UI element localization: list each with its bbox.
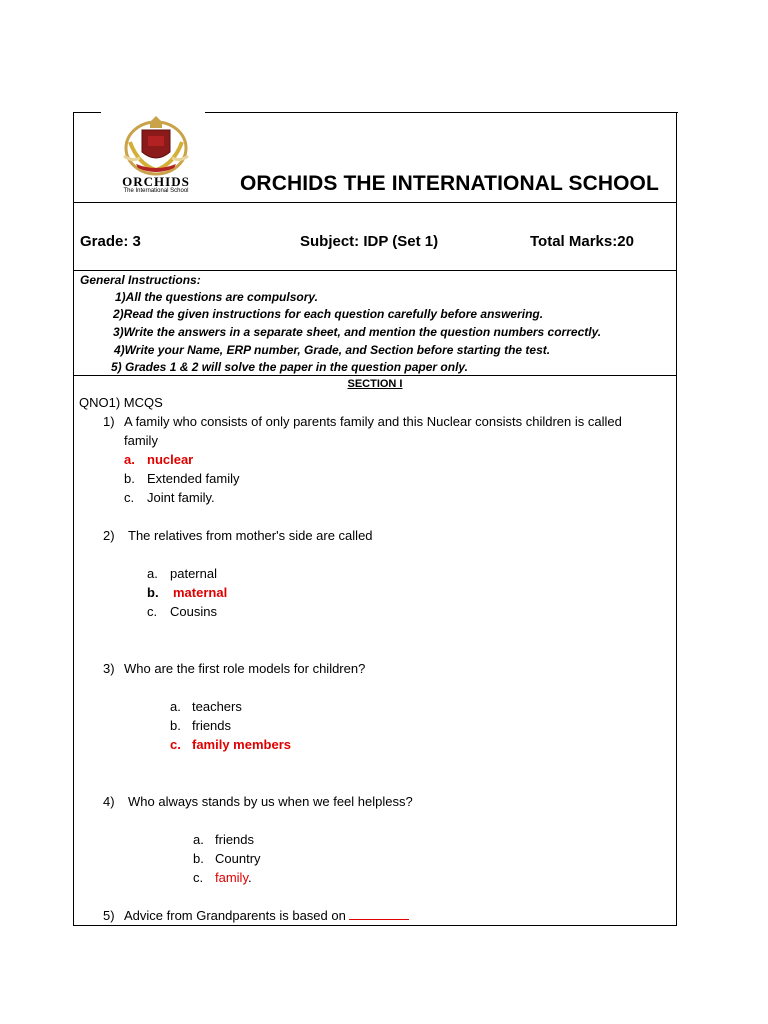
school-logo	[108, 112, 204, 196]
divider-header	[73, 202, 677, 203]
question-text: Advice from Grandparents is based on	[124, 908, 346, 923]
option-letter: b.	[170, 718, 181, 733]
instructions-title: General Instructions:	[80, 273, 201, 287]
instruction-item: 2)Read the given instructions for each question carefully before answering.	[113, 307, 544, 321]
option-letter: c.	[124, 490, 135, 505]
instruction-item: 5) Grades 1 & 2 will solve the paper in the question paper only.	[111, 360, 468, 374]
option-text: friends	[192, 718, 232, 733]
school-name: ORCHIDS THE INTERNATIONAL SCHOOL	[240, 172, 659, 195]
option-letter: a.	[124, 452, 135, 467]
section-heading: SECTION I	[347, 378, 403, 390]
option-letter: a.	[147, 566, 158, 581]
option-answer: family members	[192, 737, 291, 752]
option-answer-text: family	[215, 870, 248, 885]
option-answer: maternal	[173, 585, 228, 600]
question-text: Who are the first role models for children?	[124, 661, 366, 676]
grade-label: Grade: 3	[80, 233, 141, 250]
question-text-cont: family	[124, 433, 158, 448]
logo-text: ORCHIDS	[122, 174, 190, 189]
option-letter: c.	[147, 604, 158, 619]
question-number: 4)	[103, 794, 115, 809]
option-letter: b.	[147, 585, 159, 600]
option-answer: nuclear	[147, 452, 194, 467]
question-text-row	[124, 908, 409, 923]
instruction-item: 4)Write your Name, ERP number, Grade, and Section before starting the test.	[114, 343, 551, 357]
question-text: Who always stands by us when we feel helpless?	[128, 794, 413, 809]
total-marks-label: Total Marks:20	[530, 233, 634, 250]
logo-subtext: The International School	[123, 188, 189, 194]
answer-blank	[349, 908, 409, 920]
question-text: The relatives from mother's side are called	[128, 528, 373, 543]
option-text: Extended family	[147, 471, 240, 486]
option-text: paternal	[170, 566, 217, 581]
divider-grade	[73, 270, 677, 271]
question-number: 5)	[103, 908, 115, 923]
subject-label: Subject: IDP (Set 1)	[300, 233, 439, 250]
option-letter: a.	[170, 699, 181, 714]
question-number: 2)	[103, 528, 115, 543]
option-answer: family.	[215, 870, 252, 885]
option-letter: c.	[170, 737, 181, 752]
option-text: friends	[215, 832, 255, 847]
question-number: 1)	[103, 414, 115, 429]
question-number: 3)	[103, 661, 115, 676]
question-text: A family who consists of only parents family and this Nuclear consists children is called	[124, 414, 622, 429]
option-text: Joint family.	[147, 490, 215, 505]
option-text: teachers	[192, 699, 242, 714]
instruction-item: 3)Write the answers in a separate sheet, and mention the question numbers correctly.	[113, 325, 602, 339]
option-text: Country	[215, 851, 261, 866]
question-group-heading: QNO1) MCQS	[79, 395, 163, 410]
option-letter: b.	[193, 851, 204, 866]
option-letter: a.	[193, 832, 204, 847]
divider-instructions	[73, 375, 677, 376]
option-text: Cousins	[170, 604, 217, 619]
option-letter: c.	[193, 870, 204, 885]
option-letter: b.	[124, 471, 135, 486]
instruction-item: 1)All the questions are compulsory.	[115, 290, 318, 304]
